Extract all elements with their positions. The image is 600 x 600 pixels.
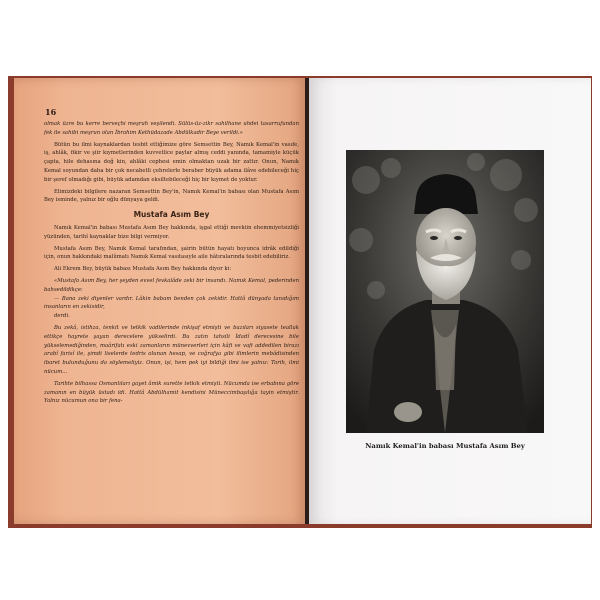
paragraph: Mustafa Asım Bey, Namık Kemal tarafından, şairin bütün hayatı boyunca idrâk edildiği için, onun hakkındaki malûmatı Namık Kemal vasıtasıyle aile hâtıralarında tesbit edebiliriz. xyxy=(44,245,299,261)
paragraph: Bu zekâ, istihza, tenkit ve tetkik vadilerinde inkişaf etmişti ve bazıları siyasete tealluk ettikçe hayrete şayan derecelere yükselirdi. Bu zatın tahsili İdadî derecesine bile yükselemediğinden, maârifatı eski zamanların münevverleri için kâfi ve vafi addedilen birazı arabî farisî ile, şimdi liselerde tedris olunan hesap, ve coğrafya gibi ilimlerin mebâdisinden ibaret bulunduğunu da söylemeliyiz. Onun, işi, hem pek iyi bildiği ilmi ise yalnız: Tarih, ilmi nücum... xyxy=(44,324,299,375)
photo-caption: Namık Kemal'in babası Mustafa Asım Bey xyxy=(365,442,525,450)
portrait-photo xyxy=(346,150,544,433)
portrait-illustration xyxy=(346,150,544,433)
paragraph: Elimizdeki bilgilere nazaran Semsettin Bey'in, Namık Kemal'in babası olan Mustafa Asım Bey isminde, yalnız bir oğlu dünyaya geldi. xyxy=(44,188,299,204)
paragraph: Bütün bu ilmi kaynaklardan tesbit ettiğimize göre Semsettin Bey, Namık Kemal'in vasıfe, iş, ahlâk, fikir ve şiir kıymetlerinden kuvvetlice paylar almış ceddi yanında, tamamiyle küçük çapta, hile dehasına doğ kin, ahlâki cephesi emin olmaktan uzak bir zattır. Onun, Namık Kemal soyundan daha bir çok necabetli çehrelerle beraber büyük adama ilâve edebileceği hiç bir şeref olmadığı gibi, büyük adamdan eksiltebileceği hiç bir kıymet de yoktur. xyxy=(44,141,299,183)
left-page-text xyxy=(44,120,299,406)
quote-line: derdi. xyxy=(54,313,70,320)
quote-line: «Mustafa Asım Bey, her şeyden evvel fevkalâde zeki bir insandı. Namık Kemal, pederinden bahsedildikçe: xyxy=(44,277,299,293)
paragraph: Tarihte bilhassa Osmanlıları gayet âmik surette tetkik etmişti. Nücumda ise erbabına göre zamanın en büyük üstadı idi. Hattâ Abdülhamit kendisini Müneccimbaşılığa tayin etmiştir. Yalnız nücumun ona bir fena- xyxy=(44,380,299,405)
paragraph: olmak üzre bu kerre berveçhi meşruh veşilendi. Sülüs-üz-zikr sahilhane uhdei tasarrufundan fek ile sahibi meşrun olan İbrahim Kethüdazade Abdülkadir Beye verildi.» xyxy=(44,121,299,136)
paragraph: Namık Kemal'in babası Mustafa Asım Bey hakkında, işgal ettiği mevkiin ehemmiyetsizliği yüzünden, tarihî kaynaklar bize bilgi vermiyor. xyxy=(44,224,299,240)
paragraph: Ali Ekrem Bey, büyük babası Mustafa Asım Bey hakkında diyor ki: xyxy=(54,266,232,273)
quote-line: — Bana zeki diyenler vardır. Lâkin babam benden çok zekidir. Hattâ dünyada tanıdığım insanların en zekisidir, xyxy=(44,295,299,311)
page-number: 16 xyxy=(45,107,57,117)
section-heading: Mustafa Asım Bey xyxy=(133,210,210,220)
